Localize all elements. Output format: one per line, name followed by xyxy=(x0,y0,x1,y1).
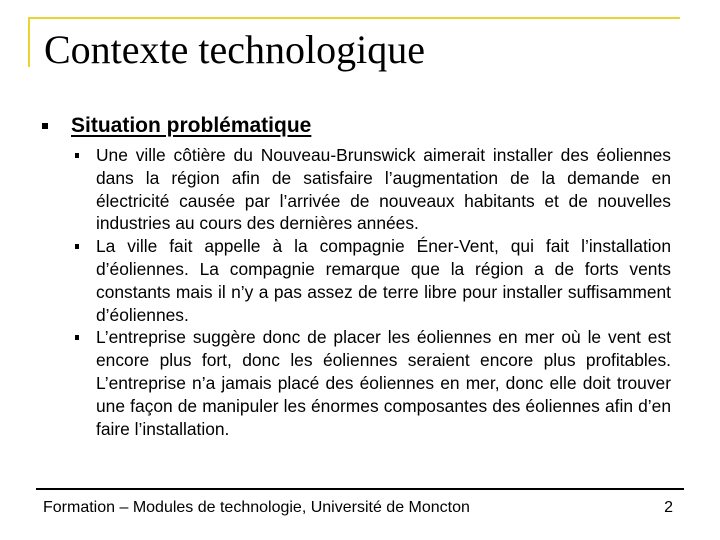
title-accent-bar-top xyxy=(28,17,680,19)
list-item-text: L’entreprise suggère donc de placer les éoliennes en mer où le vent est encore plus fort, donc les éoliennes seraient encore plus profitables. L’entreprise n’a jamais placé des éoliennes en mer, donc elle doit trouver une façon de manipuler les énormes composantes des éoliennes afin d’en faire l’installation. xyxy=(96,327,671,439)
square-bullet-icon xyxy=(75,335,79,340)
list-item xyxy=(96,326,671,440)
bullet-list xyxy=(96,144,671,440)
slide-title: Contexte technologique xyxy=(44,27,426,72)
square-bullet-icon xyxy=(75,244,79,249)
footer-divider xyxy=(36,488,684,490)
list-item xyxy=(96,235,671,326)
list-item xyxy=(96,144,671,235)
list-item-text: La ville fait appelle à la compagnie Éner-Vent, qui fait l’installation d’éoliennes. La compagnie remarque que la région a de forts vents constants mais il n’y a pas assez de terre libre pour installer suffisamment d’éoliennes. xyxy=(96,236,671,325)
title-accent-bar-left xyxy=(28,17,30,67)
footer-text: Formation – Modules de technologie, Université de Moncton xyxy=(43,499,470,516)
list-item-text: Une ville côtière du Nouveau-Brunswick aimerait installer des éoliennes dans la région afin de satisfaire l’augmentation de la demande en électricité causée par l’arrivée de nouveaux habitants et de nouvelles industries au cours des dernières années. xyxy=(96,145,671,234)
section-heading: Situation problématique xyxy=(71,114,312,137)
square-bullet-icon xyxy=(42,123,48,129)
square-bullet-icon xyxy=(75,153,79,158)
page-number: 2 xyxy=(664,499,673,516)
